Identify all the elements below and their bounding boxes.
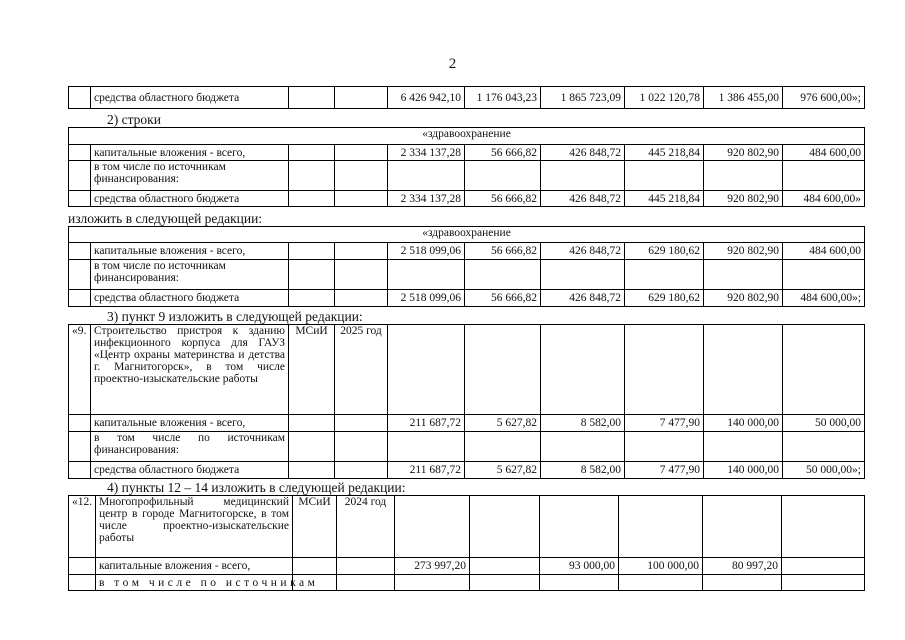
value-cell: 140 000,00: [704, 462, 783, 479]
item-agency: МСиИ: [293, 496, 337, 558]
value-cell: 8 582,00: [541, 462, 625, 479]
row-label: капитальные вложения - всего,: [91, 145, 289, 161]
value-cell: 56 666,82: [465, 191, 541, 207]
value-cell: 629 180,62: [625, 290, 704, 307]
value-cell: 484 600,00»;: [783, 290, 865, 307]
item-year: 2025 год: [335, 325, 388, 415]
table-row: [69, 243, 865, 260]
value-cell: 56 666,82: [465, 145, 541, 161]
table-row: [69, 260, 865, 290]
row-label: капитальные вложения - всего,: [91, 243, 289, 260]
value-cell: 1 022 120,78: [625, 87, 704, 109]
instruction-item-9: 3) пункт 9 изложить в следующей редакции:: [107, 309, 363, 324]
value-cell: 976 600,00»;: [783, 87, 865, 109]
value-cell: 93 000,00: [540, 558, 619, 575]
value-cell: 920 802,90: [704, 191, 783, 207]
value-cell: 629 180,62: [625, 243, 704, 260]
value-cell: 1 386 455,00: [704, 87, 783, 109]
item-agency: МСиИ: [289, 325, 335, 415]
value-cell: 56 666,82: [465, 243, 541, 260]
item-description: Строительство пристроя к зданию инфекционного корпуса для ГАУЗ «Центр охраны материнства и детства г. Магнитогорск», в том числе проектно-изыскательские работы: [91, 325, 289, 415]
section-header: «здравоохранение: [69, 227, 865, 243]
value-cell: 426 848,72: [541, 243, 625, 260]
value-cell: 211 687,72: [388, 462, 465, 479]
value-cell: 426 848,72: [541, 290, 625, 307]
table-row: [69, 432, 865, 462]
value-cell: 445 218,84: [625, 145, 704, 161]
value-cell: 920 802,90: [704, 145, 783, 161]
instruction-strings: 2) строки: [107, 112, 161, 127]
row-label: капитальные вложения - всего,: [91, 415, 289, 432]
table-row: [69, 145, 865, 161]
value-cell: 484 600,00: [783, 243, 865, 260]
value-cell: 50 000,00»;: [783, 462, 865, 479]
table-row: [69, 87, 865, 109]
table-item-12: [68, 495, 865, 591]
value-cell: 484 600,00: [783, 145, 865, 161]
table-header-row: [69, 128, 865, 145]
row-label: средства областного бюджета: [91, 191, 289, 207]
table-row: [69, 290, 865, 307]
item-year: 2024 год: [337, 496, 395, 558]
value-cell: 7 477,90: [625, 462, 704, 479]
item-description: Многопрофильный медицинский центр в городе Магнитогорске, в том числе проектно-изыскательские работы: [96, 496, 293, 558]
value-cell: 920 802,90: [704, 290, 783, 307]
value-cell: 273 997,20: [395, 558, 470, 575]
item-number: «9.: [69, 325, 91, 415]
value-cell: 445 218,84: [625, 191, 704, 207]
value-cell: 426 848,72: [541, 145, 625, 161]
value-cell: 5 627,82: [465, 462, 541, 479]
value-cell: 2 518 099,06: [388, 243, 465, 260]
value-cell: 484 600,00»: [783, 191, 865, 207]
table-header-row: [69, 227, 865, 243]
value-cell: 1 176 043,23: [465, 87, 541, 109]
value-cell: 7 477,90: [625, 415, 704, 432]
page-number: 2: [448, 56, 457, 72]
row-label: в том числе по источникам: [96, 575, 293, 591]
row-label: капитальные вложения - всего,: [96, 558, 293, 575]
value-cell: 100 000,00: [619, 558, 703, 575]
table-healthcare-old: [68, 127, 865, 207]
row-label: средства областного бюджета: [91, 87, 289, 109]
item-number: «12.: [69, 496, 96, 558]
table-budget-total: [68, 86, 865, 109]
row-label: средства областного бюджета: [91, 462, 289, 479]
value-cell: 80 997,20: [703, 558, 782, 575]
value-cell: 211 687,72: [388, 415, 465, 432]
table-row: [69, 415, 865, 432]
table-row: [69, 496, 865, 558]
table-row: [69, 325, 865, 415]
table-row: [69, 161, 865, 191]
value-cell: 50 000,00: [783, 415, 865, 432]
value-cell: 1 865 723,09: [541, 87, 625, 109]
row-label: в том числе по источникам финансирования:: [91, 260, 289, 290]
value-cell: 5 627,82: [465, 415, 541, 432]
instruction-items-12-14: 4) пункты 12 – 14 изложить в следующей редакции:: [107, 480, 406, 495]
table-item-9: [68, 324, 865, 479]
value-cell: 426 848,72: [541, 191, 625, 207]
instruction-restate: изложить в следующей редакции:: [68, 211, 263, 226]
value-cell: [782, 558, 865, 575]
row-label: в том числе по источникам финансирования:: [91, 432, 289, 462]
value-cell: 56 666,82: [465, 290, 541, 307]
table-healthcare-new: [68, 226, 865, 307]
table-row: [69, 191, 865, 207]
value-cell: [470, 558, 540, 575]
table-row: [69, 575, 865, 591]
table-row: [69, 558, 865, 575]
row-label: средства областного бюджета: [91, 290, 289, 307]
value-cell: 920 802,90: [704, 243, 783, 260]
section-header: «здравоохранение: [69, 128, 865, 145]
value-cell: 2 334 137,28: [388, 145, 465, 161]
table-row: [69, 462, 865, 479]
value-cell: 6 426 942,10: [388, 87, 465, 109]
value-cell: 140 000,00: [704, 415, 783, 432]
row-label: в том числе по источникам финансирования:: [91, 161, 289, 191]
value-cell: 2 518 099,06: [388, 290, 465, 307]
value-cell: 2 334 137,28: [388, 191, 465, 207]
value-cell: 8 582,00: [541, 415, 625, 432]
